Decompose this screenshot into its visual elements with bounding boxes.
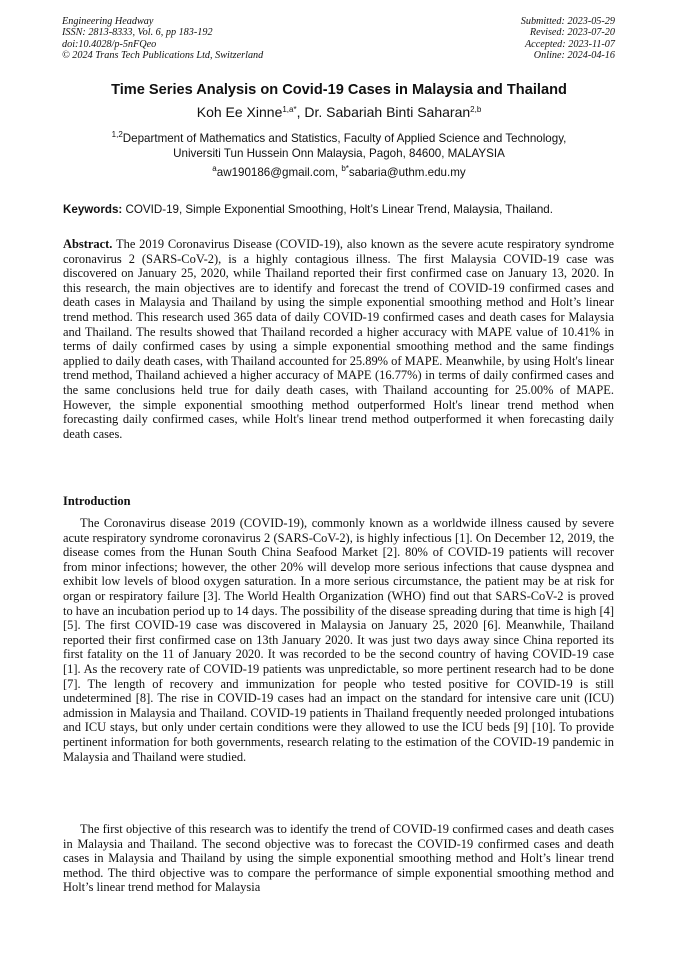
email-2[interactable]: sabaria@uthm.edu.my	[348, 166, 466, 179]
revised-date: Revised: 2023-07-20	[529, 27, 615, 39]
author-line	[0, 104, 678, 120]
copyright-line: © 2024 Trans Tech Publications Ltd, Switzerland	[62, 50, 264, 62]
keywords	[63, 203, 623, 216]
issn-line: ISSN: 2813-8333, Vol. 6, pp 183-192	[62, 27, 213, 39]
paper-title: Time Series Analysis on Covid-19 Cases in Malaysia and Thailand	[111, 82, 567, 98]
email-2-mark: b*	[341, 164, 349, 173]
doi-line: doi:10.4028/p-5nFQeo	[62, 38, 157, 50]
keywords-label: Keywords:	[63, 203, 123, 216]
affiliation-line-1: Department of Mathematics and Statistics, Faculty of Applied Science and Technology,	[122, 132, 567, 145]
journal-header-left	[62, 16, 263, 62]
author-emails	[0, 166, 678, 179]
abstract	[63, 237, 614, 441]
keywords-text: COVID-19, Simple Exponential Smoothing, Holt’s Linear Trend, Malaysia, Thailand.	[122, 203, 553, 216]
affiliation-line-2: Universiti Tun Hussein Onn Malaysia, Pagoh, 84600, MALAYSIA	[173, 147, 505, 161]
email-1-mark: a	[212, 164, 217, 173]
author-2-affiliation-mark: 2,b	[470, 105, 482, 114]
accepted-date: Accepted: 2023-11-07	[524, 38, 615, 50]
journal-header-right	[521, 16, 615, 62]
submitted-date: Submitted: 2023-05-29	[520, 16, 615, 27]
journal-name: Engineering Headway	[62, 16, 154, 27]
author-1-affiliation-mark: 1,a*	[282, 105, 297, 114]
introduction-paragraph-1: The Coronavirus disease 2019 (COVID-19), commonly known as a worldwide illness caused by severe acute respiratory syndrome coronavirus 2 (SARS-CoV-2), is highly infectious [1]. On December 12, 2019, the disease comes from the Hunan South China Seafood Market [2]. 80% of COVID-19 patients will recover from minor infections; however, the other 20% will develop more serious infections that cause dyspnea and exhibit low levels of blood oxygen saturation. In a more serious circumstance, the patient may be at risk for organ or respiratory failure [3]. The World Health Organization (WHO) find out that SARS-CoV-2 is proved to have an incubation period up to 14 days. The possibility of the disease spreading during that time is high [4] [5]. The first COVID-19 case was discovered in Malaysia on January 25, 2020 [6]. Meanwhile, Thailand reported their first confirmed case on 13th January 2020. It was just two days away since China reported its first fatality on the 11 of January 2020. It was recorded to be the second country of having COVID-19 case [1]. As the recovery rate of COVID-19 patients was unpredictable, so more pertinent research had to be done [7]. The length of recovery and immunization for people who tested positive for COVID-19 is still undetermined [8]. The rise in COVID-19 cases had an impact on the standard for intensive care unit (ICU) admission in Malaysia and Thailand. COVID-19 patients in Thailand frequently needed prolonged intubations and ICU stays, but only under certain conditions were they allowed to use the ICU beds [9] [10]. To provide pertinent information for both governments, research relating to the estimation of the COVID-19 pandemic in Malaysia and Thailand were studied.	[63, 516, 614, 764]
author-1-name: Koh Ee Xinne	[196, 104, 283, 120]
introduction-paragraph-2: The first objective of this research was to identify the trend of COVID-19 confirmed cases and death cases in Malaysia and Thailand. The second objective was to forecast the COVID-19 confirmed cases and death cases in Malaysia and Thailand by using the simple exponential smoothing method and Holt’s linear trend method. The third objective was to compare the performance of simple exponential smoothing method and Holt’s linear trend method for Malaysia	[63, 822, 614, 895]
affiliation-mark: 1,2	[111, 130, 123, 139]
introduction-heading: Introduction	[63, 494, 131, 508]
online-date: Online: 2024-04-16	[533, 50, 615, 62]
abstract-label: Abstract.	[63, 237, 113, 251]
abstract-text: The 2019 Coronavirus Disease (COVID-19), also known as the severe acute respiratory syndrome coronavirus 2 (SARS-CoV-2), is a highly contagious illness. The first Malaysia COVID-19 case was discovered on January 25, 2020, while Thailand reported their first confirmed case on January 13, 2020. In this research, the main objectives are to identify and forecast the trend of COVID-19 confirmed cases and death cases in Malaysia and Thailand by using the simple exponential smoothing method and Holt’s linear trend method. This research used 365 data of daily COVID-19 confirmed cases and death cases for Malaysia and Thailand. The results showed that Thailand recorded a higher accuracy with MAPE value of 10.41% in terms of daily confirmed cases by using a simple exponential smoothing method and the same findings applied to daily death cases, with Thailand accounted for 25.89% of MAPE. Meanwhile, by using Holt's linear trend method, Thailand achieved a higher accuracy of MAPE (16.77%) in terms of daily confirmed cases and the same conclusions held true for daily death cases, with Thailand accounting for 25.00% of MAPE. However, the simple exponential smoothing method outperformed Holt's linear trend method when forecasting daily confirmed cases, while Holt's linear trend method outperformed it when forecasting daily death cases.	[63, 237, 614, 441]
affiliation	[40, 131, 638, 162]
email-1[interactable]: aw190186@gmail.com,	[216, 166, 342, 179]
author-2-name: , Dr. Sabariah Binti Saharan	[296, 104, 471, 120]
